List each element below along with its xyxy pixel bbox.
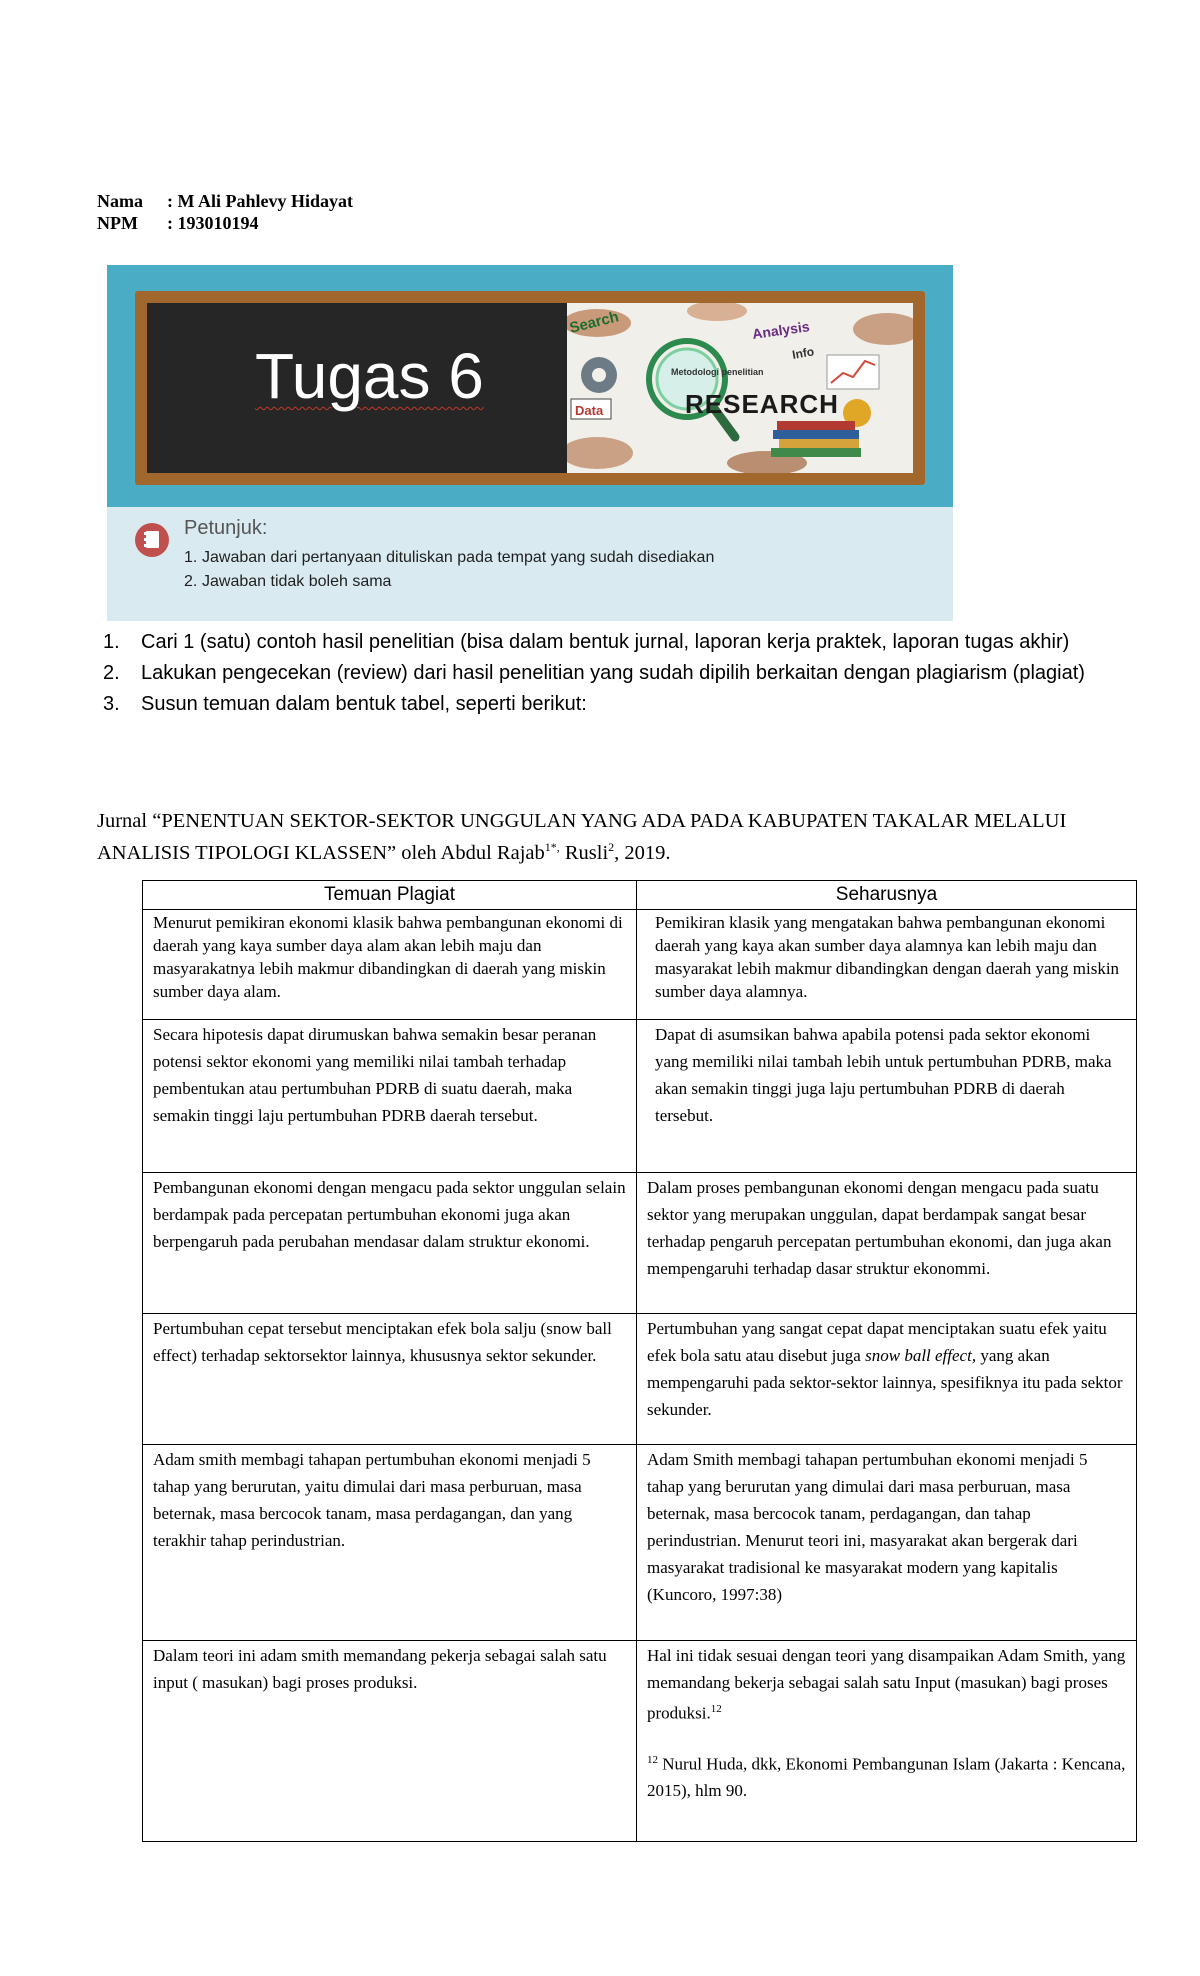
- task-list: [103, 627, 1103, 720]
- instruction-item: 1. Jawaban dari pertanyaan dituliskan pada tempat yang sudah disediakan: [184, 549, 715, 566]
- analysis-word: Analysis: [751, 318, 811, 342]
- cell-temuan: Menurut pemikiran ekonomi klasik bahwa pembangunan ekonomi di daerah yang kaya sumber daya alam akan lebih maju dan masyarakatnya lebih makmur dibandingkan di daerah yang miskin sumber daya alam.: [143, 910, 637, 1020]
- cell-seharusnya: Pertumbuhan yang sangat cepat dapat menciptakan suatu efek yaitu efek bola satu atau disebut juga snow ball effect, yang akan mempengaruhi pada sektor-sektor lainnya, spesifiknya itu pada sektor sekunder.: [637, 1314, 1137, 1445]
- data-word: Data: [575, 403, 604, 418]
- cell-seharusnya: Dapat di asumsikan bahwa apabila potensi pada sektor ekonomi yang memiliki nilai tambah lebih untuk pertumbuhan PDRB, maka akan semakin tinggi juga laju pertumbuhan PDRB di daerah tersebut.: [637, 1020, 1137, 1173]
- chalkboard: [135, 291, 925, 485]
- table-row: [143, 1314, 1137, 1445]
- banner-title: Tugas 6: [255, 340, 484, 412]
- cell-seharusnya: Dalam proses pembangunan ekonomi dengan mengacu pada suatu sektor yang merupakan unggulan, dapat berdampak sangat besar terhadap pengaruh percepatan pertumbuhan ekonomi, dan juga akan mempengaruhi terhadap dasar struktur ekonommi.: [637, 1173, 1137, 1314]
- nama-label: Nama: [97, 191, 143, 211]
- nama-value: : M Ali Pahlevy Hidayat: [167, 191, 353, 211]
- notebook-icon: [135, 523, 169, 557]
- cell-temuan: Adam smith membagi tahapan pertumbuhan ekonomi menjadi 5 tahap yang berurutan, yaitu dimulai dari masa perburuan, masa beternak, masa bercocok tanam, masa perdagangan, dan yang terakhir tahap perindustrian.: [143, 1445, 637, 1641]
- task-item: 1. Cari 1 (satu) contoh hasil penelitian (bisa dalam bentuk jurnal, laporan kerja praktek, laporan tugas akhir): [103, 631, 1070, 653]
- journal-reference: Jurnal “PENENTUAN SEKTOR-SEKTOR UNGGULAN YANG ADA PADA KABUPATEN TAKALAR MELALUI ANALISIS TIPOLOGI KLASSEN” oleh Abdul Rajab$^{1*,}$ Rusli$^2$, 2019.: [97, 810, 1067, 864]
- plagiarism-table: [142, 880, 1137, 1842]
- assignment-banner: [107, 265, 953, 621]
- cell-temuan: Pertumbuhan cepat tersebut menciptakan efek bola salju (snow ball effect) terhadap sektorsektor lainnya, khususnya sektor sekunder.: [143, 1314, 637, 1445]
- cell-seharusnya: Adam Smith membagi tahapan pertumbuhan ekonomi menjadi 5 tahap yang berurutan yang dimulai dari masa perburuan, masa beternak, masa bercocok tanam, perdagangan, dan tahap perindustrian. Menurut teori ini, masyarakat akan bergerak dari masyarakat tradisional ke masyarakat modern yang kapitalis (Kuncoro, 1997:38): [637, 1445, 1137, 1641]
- research-word: RESEARCH: [685, 389, 839, 419]
- research-illustration-icon: [567, 303, 913, 473]
- instructions-list: [184, 546, 714, 594]
- header-seharusnya: Seharusnya: [637, 881, 1137, 910]
- info-word: Info: [791, 344, 816, 362]
- chalkboard-surface: [147, 303, 913, 473]
- table-row: [143, 1445, 1137, 1641]
- task-item: 3. Susun temuan dalam bentuk tabel, seperti berikut:: [103, 693, 587, 715]
- table-header-row: [143, 881, 1137, 910]
- metodologi-word: Metodologi penelitian: [671, 367, 764, 377]
- instruction-item: 2. Jawaban tidak boleh sama: [184, 573, 392, 590]
- cell-temuan: Pembangunan ekonomi dengan mengacu pada sektor unggulan selain berdampak pada percepatan pertumbuhan ekonomi juga akan berpengaruh pada perubahan mendasar dalam struktur ekonomi.: [143, 1173, 637, 1314]
- table-row: [143, 1173, 1137, 1314]
- table-row: [143, 910, 1137, 1020]
- npm-value: : 193010194: [167, 213, 259, 233]
- table-row: [143, 1641, 1137, 1842]
- cell-temuan: Dalam teori ini adam smith memandang pekerja sebagai salah satu input ( masukan) bagi proses produksi.: [143, 1641, 637, 1842]
- task-item: 2. Lakukan pengecekan (review) dari hasil penelitian yang sudah dipilih berkaitan dengan plagiarism (plagiat): [103, 662, 1085, 684]
- cell-seharusnya: Hal ini tidak sesuai dengan teori yang disampaikan Adam Smith, yang memandang bekerja sebagai salah satu Input (masukan) bagi proses produksi.$^{12}$ $^{12}$ Nurul Huda, dkk, Ekonomi Pembangunan Islam (Jakarta : Kencana, 2015), hlm 90.: [637, 1641, 1137, 1842]
- cell-temuan: Secara hipotesis dapat dirumuskan bahwa semakin besar peranan potensi sektor ekonomi yang memiliki nilai tambah terhadap pembentukan atau pertumbuhan PDRB di suatu daerah, maka semakin tinggi laju pertumbuhan PDRB daerah tersebut.: [143, 1020, 637, 1173]
- header-temuan: Temuan Plagiat: [143, 881, 637, 910]
- student-info: [97, 190, 353, 234]
- table-row: [143, 1020, 1137, 1173]
- cell-seharusnya: Pemikiran klasik yang mengatakan bahwa pembangunan ekonomi daerah yang kaya akan sumber daya alamnya kan lebih maju dan masyarakat lebih makmur dibandingkan dengan daerah yang miskin sumber daya alamnya.: [637, 910, 1137, 1020]
- research-illustration: [567, 303, 913, 473]
- search-word: Search: [567, 308, 621, 337]
- footnote: $^{12}$ Nurul Huda, dkk, Ekonomi Pembangunan Islam (Jakarta : Kencana, 2015), hlm 90.: [647, 1753, 1126, 1801]
- instructions-title: Petunjuk:: [184, 517, 268, 539]
- npm-label: NPM: [97, 213, 138, 233]
